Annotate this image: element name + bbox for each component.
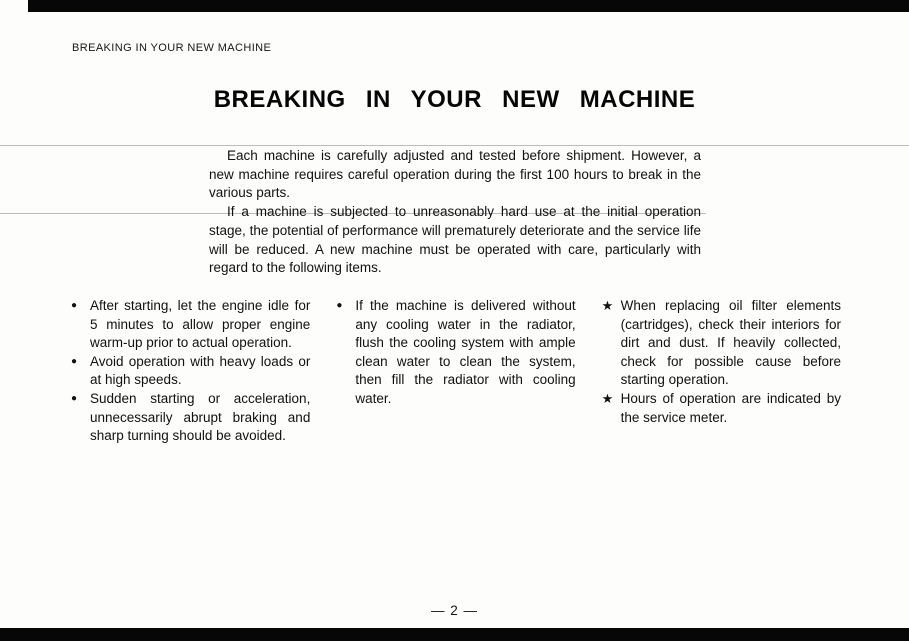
bullet-column-3 bbox=[602, 297, 841, 446]
list-item-text: After starting, let the engine idle for 5 minutes to allow proper engine warm-up prior to actual operation. bbox=[90, 298, 311, 351]
list-item-text: Hours of operation are indicated by the service meter. bbox=[620, 390, 841, 425]
list-item-text: When replacing oil filter elements (cartridges), check their interiors for dirt and dust. If heavily collected, check for possible cause before starting operation. bbox=[620, 298, 841, 388]
running-header: BREAKING IN YOUR NEW MACHINE bbox=[72, 42, 272, 54]
list-item-text: Sudden starting or acceleration, unnecessarily abrupt braking and sharp turning should be avoided. bbox=[90, 390, 311, 444]
intro-paragraph-2: If a machine is subjected to unreasonably hard use at the initial operation stage, the potential of performance will prematurely deteriorate and the service life will be reduced. A new machine must be operated with care, particularly with regard to the following items. bbox=[209, 204, 701, 276]
intro-block bbox=[209, 147, 701, 278]
list-item bbox=[71, 353, 310, 390]
bullet-icon: ● bbox=[71, 300, 78, 311]
list-item bbox=[602, 297, 841, 390]
star-icon: ★ bbox=[601, 298, 614, 313]
scan-line-upper bbox=[0, 145, 909, 146]
list-item-text: Avoid operation with heavy loads or at high speeds. bbox=[90, 353, 311, 388]
bullet-icon: ● bbox=[71, 355, 78, 367]
page-number: — 2 — bbox=[430, 603, 478, 618]
bullet-column-1 bbox=[71, 297, 310, 446]
scan-artifact-bottom-bar bbox=[0, 628, 909, 641]
scan-artifact-top-bar bbox=[28, 0, 909, 12]
list-item-text: If the machine is delivered without any cooling water in the radiator, flush the cooling system with ample clean water to clean the system, then fill the radiator with cooling water. bbox=[355, 298, 576, 406]
list-item bbox=[71, 390, 310, 446]
bullet-columns bbox=[71, 297, 841, 446]
bullet-icon: ● bbox=[336, 300, 343, 311]
list-item bbox=[602, 390, 841, 427]
star-icon: ★ bbox=[601, 390, 614, 406]
list-item bbox=[336, 297, 575, 409]
list-item bbox=[71, 297, 310, 353]
bullet-column-2 bbox=[336, 297, 575, 446]
bullet-icon: ● bbox=[71, 392, 78, 404]
page-title: BREAKING IN YOUR NEW MACHINE bbox=[213, 86, 696, 113]
intro-paragraph-1: Each machine is carefully adjusted and tested before shipment. However, a new machine requires careful operation during the first 100 hours to break in the various parts. bbox=[209, 148, 701, 201]
